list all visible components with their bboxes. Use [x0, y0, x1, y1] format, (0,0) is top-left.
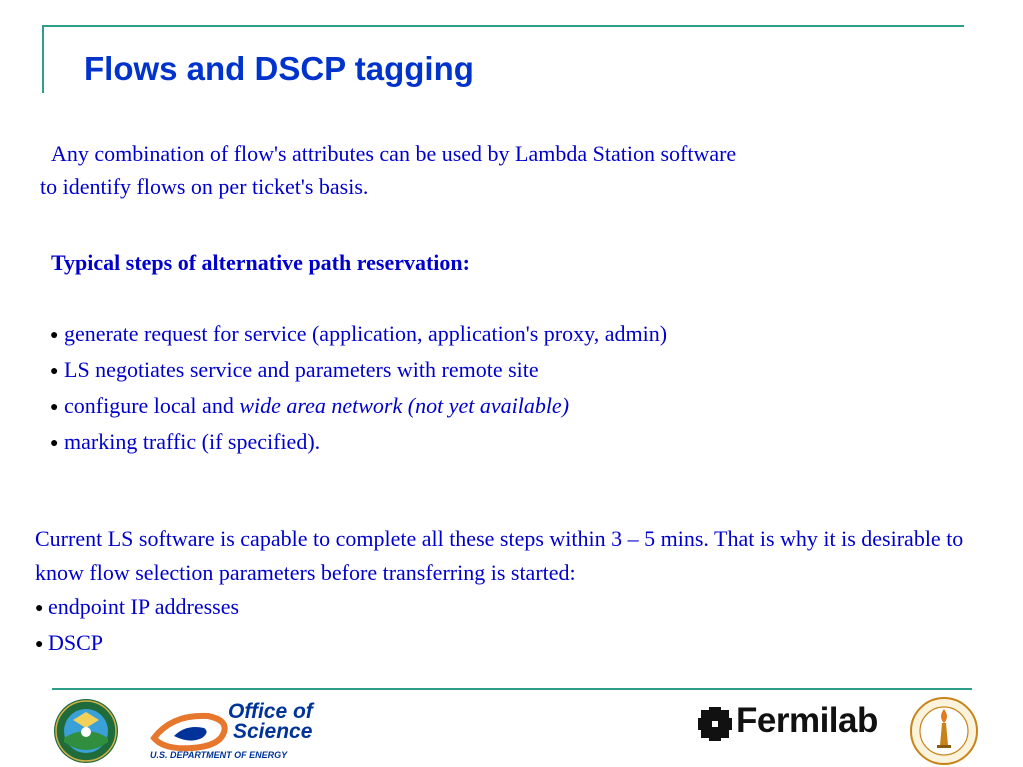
intro-line-1: Any combination of flow's attributes can be used by Lambda Station software	[51, 141, 737, 166]
current-paragraph: Current LS software is capable to complete all these steps within 3 – 5 mins. That is why it is desirable to know flow selection parameters before transferring is started:	[35, 526, 964, 585]
bottom-rule	[52, 688, 972, 690]
slide-title: Flows and DSCP tagging	[84, 50, 474, 87]
office-of-label: Office of	[228, 700, 313, 723]
step-item	[50, 353, 790, 389]
doe-seal-icon	[53, 698, 119, 764]
bullet-icon: ●	[50, 399, 59, 415]
fermilab-wordmark: Fermilab	[736, 701, 878, 740]
office-of-science-wordmark	[228, 702, 313, 742]
fermilab-mark-icon	[698, 707, 732, 741]
step-text: configure local and	[64, 392, 240, 418]
top-rule	[42, 25, 964, 27]
step-text: LS negotiates service and parameters with remote site	[64, 356, 539, 382]
intro-paragraph	[40, 137, 960, 203]
step-text: marking traffic (if specified).	[64, 428, 321, 454]
step-text: generate request for service (application, application's proxy, admin)	[64, 321, 668, 346]
bullet-icon: ●	[50, 327, 59, 343]
current-status	[35, 522, 1005, 662]
science-label: Science	[233, 720, 313, 743]
intro-line-2: to identify flows on per ticket's basis.	[40, 174, 369, 199]
left-rule	[42, 25, 44, 93]
step-emphasis: wide area network (not yet available)	[239, 392, 570, 418]
steps-list	[50, 317, 790, 461]
department-label: U.S. DEPARTMENT OF ENERGY	[150, 750, 288, 760]
selection-parameters-list	[35, 590, 1005, 662]
parameter-item	[35, 590, 1005, 626]
step-item	[50, 317, 790, 353]
step-item	[50, 389, 790, 425]
parameter-text: DSCP	[48, 629, 104, 655]
caltech-seal-icon	[910, 697, 978, 765]
step-item	[50, 425, 790, 461]
steps-heading: Typical steps of alternative path reservation:	[51, 250, 470, 275]
bullet-icon: ●	[50, 363, 59, 379]
parameter-item	[35, 626, 1005, 662]
bullet-icon: ●	[35, 636, 44, 652]
parameter-text: endpoint IP addresses	[48, 594, 240, 619]
bullet-icon: ●	[50, 435, 59, 451]
bullet-icon: ●	[35, 600, 44, 616]
